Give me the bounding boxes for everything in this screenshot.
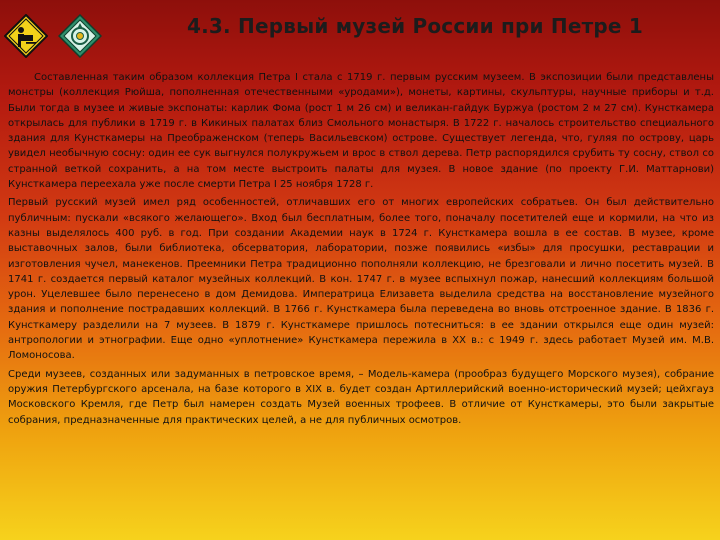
- emblem-icon: [58, 14, 102, 58]
- paragraph-3: Среди музеев, созданных или задуманных в петровское время, – Модель-камера (прообраз будущего Морского музея), собрание оружия Петербургского арсенала, на базе которого в XIX в. будет создан Артиллерийский военно-исторический музей; цейхгауз Московского Кремля, где Петр был намерен создать Музей военных трофеев. В отличие от Кунсткамеры, это были закрытые собрания, предназначенные для практических целей, а не для публичных осмотров.: [8, 368, 714, 426]
- slide-title: 4.3. Первый музей России при Петре 1: [187, 14, 643, 38]
- slide-body: [8, 70, 714, 431]
- paragraph-1: Составленная таким образом коллекция Петра I стала с 1719 г. первым русским музеем. В экспозиции были представлены монстры (коллекция Рюйша, пополненная отечественными «уродами»), монеты, картины, скульптуры, научные приборы и т.д. Были тогда в музее и живые экспонаты: карлик Фома (рост 1 м 26 см) и великан-гайдук Буржуа (ростом 2 м 27 см). Кунсткамера открылась для публики в 1719 г. в Кикиных палатах близ Смольного монастыря. В 1722 г. началось строительство специального здания для Кунсткамеры на Преображенском (теперь Васильевском) острове. Существует легенда, что, гуляя по острову, царь увидел необычную сосну: один ее сук выгнулся полукружьем и врос в ствол дерева. Петр распорядился срубить ту сосну, ствол со странной веткой сохранить, а на том месте выстроить палаты для музея. В новое здание (по проекту Г.И. Маттарнови) Кунсткамера переехала уже после смерти Петра I 25 ноября 1728 г.: [8, 72, 714, 191]
- computer-user-sign-icon: [4, 14, 48, 58]
- emblem-graphic: [58, 14, 102, 58]
- paragraph-2: Первый русский музей имел ряд особенностей, отличавших его от многих европейских собратьев. Он был действительно публичным: пускали «всякого желающего». Вход был бесплатным, более того, поначалу посетителей еще и кормили, на что из казны выделялось 400 руб. в год. При создании Академии наук в 1724 г. Кунсткамера вошла в ее состав. В музее, кроме выставочных залов, были библиотека, обсерватория, лаборатории, позже появились «избы» для просушки, реставрации и изготовления чучел, манекенов. Преемники Петра традиционно пополняли коллекцию, не брезговали и лично посетить музей. В 1741 г. создается первый каталог музейных коллекций. В кон. 1747 г. в музее вспыхнул пожар, нанесший коллекциям большой урон. Уцелевшее было перенесено в дом Демидова. Императрица Елизавета выделила средства на восстановление музейного здания и пополнение пострадавших коллекций. В 1766 г. Кунсткамера была переведена во вновь отстроенное здание. В 1836 г. Кунсткамеру разделили на 7 музеев. В 1879 г. Кунсткамере пришлось потесниться: в ее здании открылся еще один музей: антропологии и этнографии. Еще одно «уплотнение» Кунсткамера пережила в XX в.: с 1949 г. здесь работает Музей им. М.В. Ломоносова.: [8, 197, 714, 362]
- computer-user-sign-graphic: [4, 14, 48, 58]
